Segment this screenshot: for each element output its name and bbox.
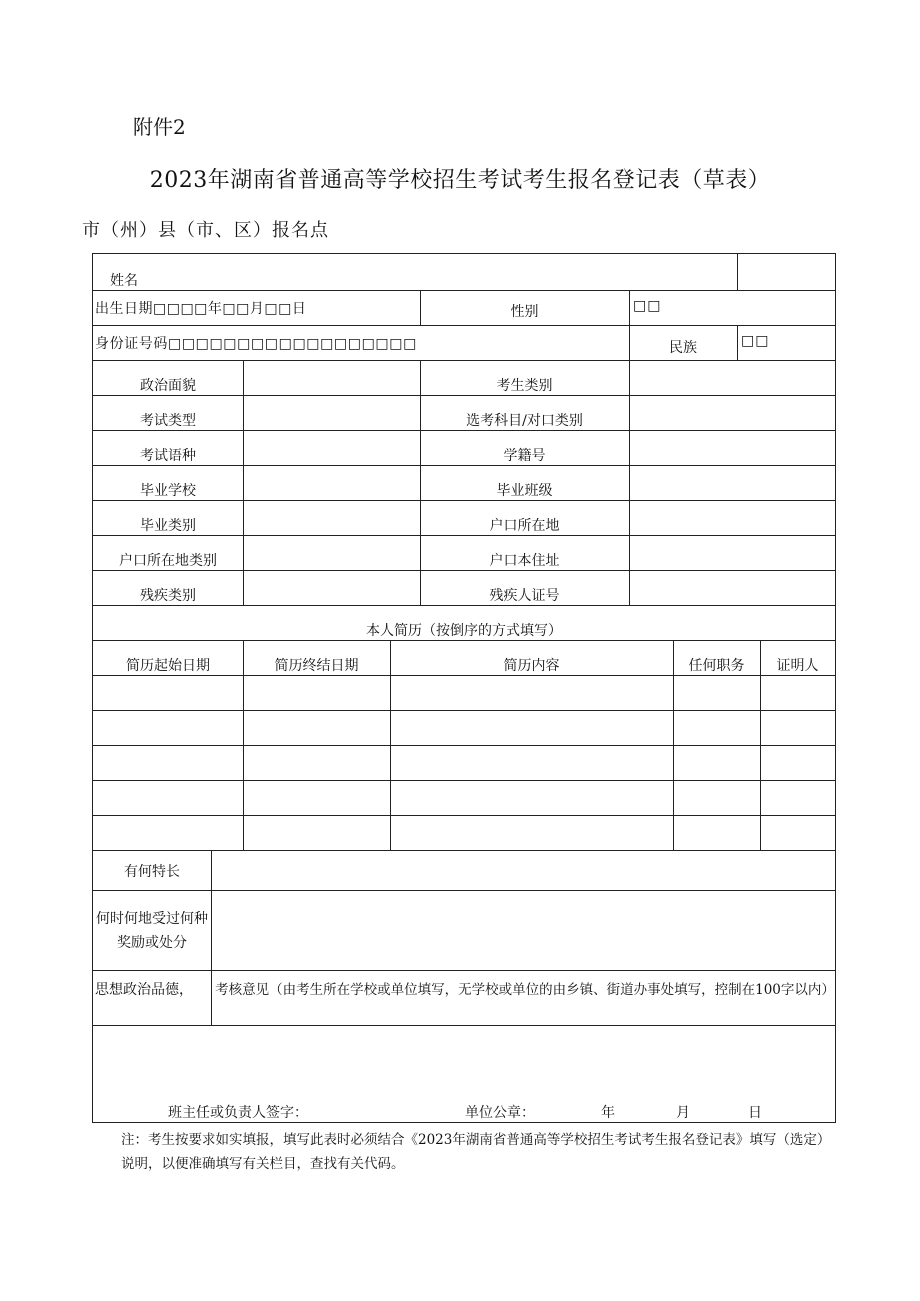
info-label: 选考科目/对口类别 xyxy=(466,413,583,429)
info-label: 毕业类别 xyxy=(140,518,196,534)
specialty-label: 有何特长 xyxy=(124,864,180,880)
assessment-instructions: 考核意见（由考生所在学校或单位填写，无学校或单位的由乡镇、街道办事处填写，控制在100字以内） xyxy=(215,982,835,998)
info-label: 学籍号 xyxy=(503,448,546,464)
info-label: 毕业学校 xyxy=(140,483,196,499)
info-label: 户口所在地类别 xyxy=(119,553,217,569)
info-label: 考试类型 xyxy=(140,413,196,429)
ethnicity-label: 民族 xyxy=(669,340,697,356)
teacher-signature-label: 班主任或负责人签字： xyxy=(168,1105,308,1121)
info-label: 政治面貌 xyxy=(140,378,196,394)
info-label: 残疾类别 xyxy=(140,588,196,604)
awards-label: 何时何地受过何种奖励或处分 xyxy=(96,911,208,951)
resume-column-header: 简历内容 xyxy=(503,658,560,674)
info-label: 户口本住址 xyxy=(489,553,560,569)
attachment-label: 附件2 xyxy=(133,115,186,139)
location-line: 市（州）县（市、区）报名点 xyxy=(82,220,329,241)
day-label: 日 xyxy=(748,1105,762,1121)
form-title: 2023年湖南省普通高等学校招生考试考生报名登记表（草表） xyxy=(149,168,771,193)
resume-column-header: 证明人 xyxy=(776,658,819,674)
name-label: 姓名 xyxy=(110,273,138,289)
id-number-field: 身份证号码□□□□□□□□□□□□□□□□□□ xyxy=(95,336,417,352)
moral-label: 思想政治品德， xyxy=(95,982,193,998)
resume-column-header: 任何职务 xyxy=(688,658,745,674)
resume-column-header: 简历终结日期 xyxy=(274,658,359,674)
registration-table xyxy=(92,253,836,1123)
year-label: 年 xyxy=(601,1105,615,1121)
ethnicity-boxes: □□ xyxy=(741,333,770,349)
unit-seal-label: 单位公章： xyxy=(465,1105,535,1121)
info-label: 户口所在地 xyxy=(489,518,560,534)
resume-title: 本人简历（按倒序的方式填写） xyxy=(366,623,562,639)
info-label: 残疾人证号 xyxy=(489,588,560,604)
footnote: 注：考生按要求如实填报，填写此表时必须结合《2023年湖南省普通高等学校招生考试考生报名登记表》填写（选定）说明，以便准确填写有关栏目，查找有关代码。 xyxy=(121,1132,831,1172)
info-label: 考试语种 xyxy=(140,448,196,464)
gender-label: 性别 xyxy=(510,304,539,320)
month-label: 月 xyxy=(676,1105,690,1121)
gender-boxes: □□ xyxy=(633,298,662,314)
birth-date-field: 出生日期□□□□年□□月□□日 xyxy=(95,301,307,317)
info-label: 毕业班级 xyxy=(496,483,553,499)
resume-column-header: 简历起始日期 xyxy=(126,658,210,674)
info-label: 考生类别 xyxy=(496,378,553,394)
